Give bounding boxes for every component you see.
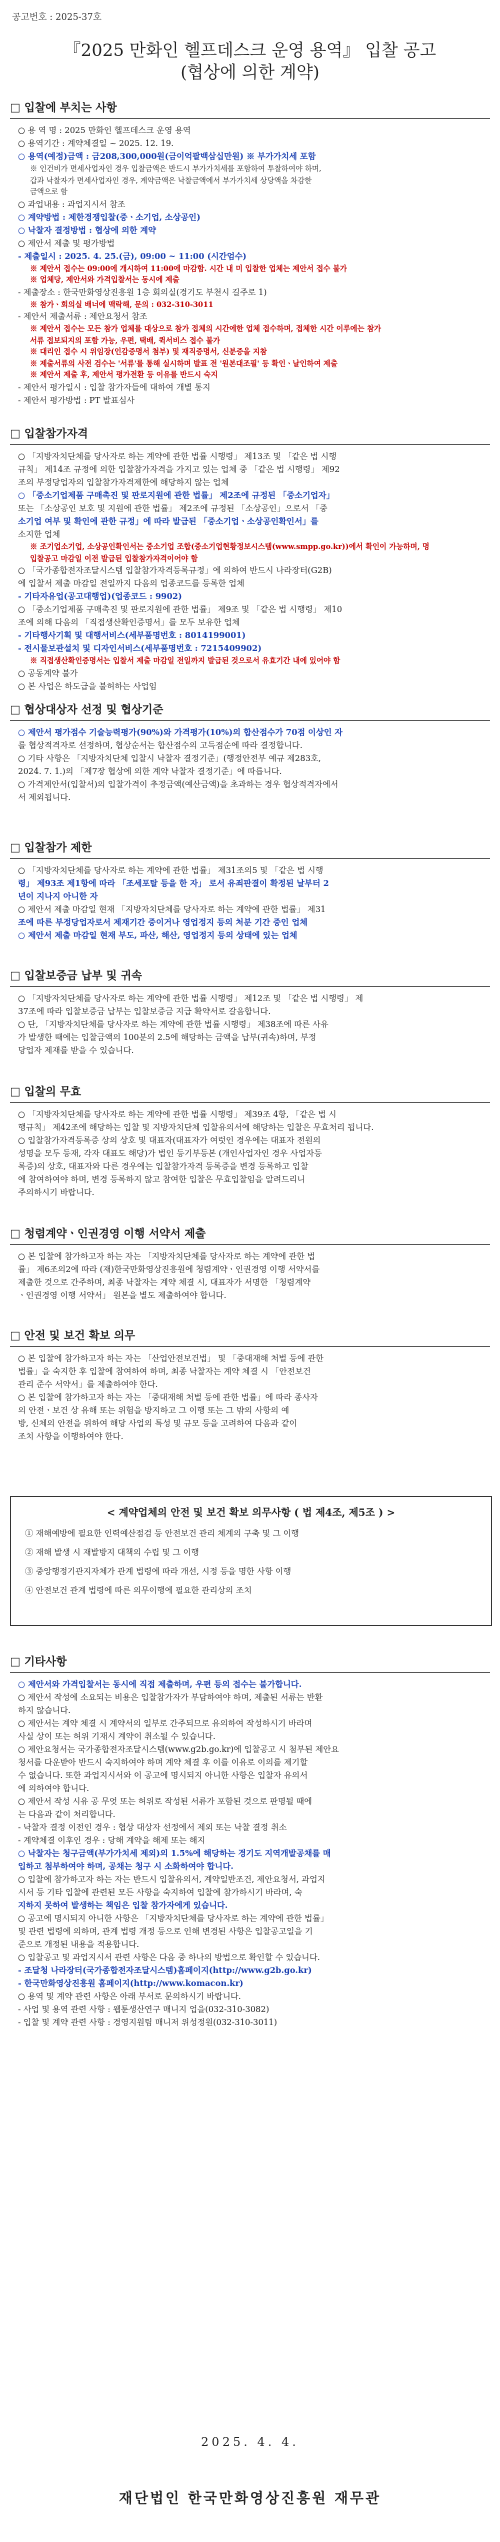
section-line: - 전시물보관설치 및 디자인서비스(세부품명번호 : 7215409902) [18, 643, 262, 653]
section-title: □ 입찰에 부치는 사항 [10, 96, 490, 119]
section-line: ○ 제안요청서는 국가종합전자조달시스템(www.g2b.go.kr)에 입찰공고 시 첨부된 제안요 [18, 1744, 339, 1754]
section-line: - 기타행사기획 및 대행서비스(세부품명번호 : 8014199001) [18, 630, 246, 640]
section-line: 의 안전ㆍ보건 상 유해 또는 위험을 방지하고 그 이행 또는 그 밖의 사항의 예 [18, 1405, 290, 1415]
section-line: 입하고 첨부하여야 하며, 공채는 청구 시 소화하여야 합니다. [18, 1861, 234, 1871]
section-line: 제출한 것으로 간주하며, 최종 낙찰자는 계약 체결 시, 대표자가 서명한 「청렴계약 [18, 1277, 311, 1287]
section-line: ○ 「지방자치단체를 당사자로 하는 계약에 관한 법률 시행령」 제39조 4항, 「같은 법 시 [18, 1109, 337, 1119]
section-line: ○ 본 사업은 하도급을 불허하는 사업임 [18, 680, 157, 691]
safety-obligations-box [10, 1496, 492, 1626]
section-line: 조의 부정당업자의 입찰참가자격제한에 해당하지 않는 업체 [18, 477, 229, 487]
section-line: 에 입찰서 제출 마감일 전일까지 다음의 업종코드를 등록한 업체 [18, 578, 245, 588]
section-line: 조에 의해 다음의 「직접생산확인증명서」를 모두 보유한 업체 [18, 617, 240, 627]
section-line: ○ 「지방자치단체를 당사자로 하는 계약에 관한 법률 시행령」 제12조 및 「같은 법 시행령」 제 [18, 993, 364, 1003]
section-line: ※ 제안서 접수는 09:00에 개시하여 11:00에 마감함. 시간 내 미 입찰한 업체는 제안서 접수 불가 [30, 263, 347, 273]
section-line: ○ 제안서 작성 시유 공 무엇 또는 허위로 작성된 서류가 포함된 것으로 판명될 때에 [18, 1796, 313, 1806]
safety-box-title: < 계약업체의 안전 및 보건 확보 의무사항 ( 법 제4조, 제5조 ) > [106, 1508, 396, 1519]
section-line: - 입찰 및 계약 관련 사항 : 경영지원팀 매니저 위성정원(032-310-3011) [18, 2017, 278, 2027]
section-line: ※ 제안서 접수는 모든 참가 업체를 대상으로 참가 접체의 시간에한 업체 접수하며, 접체한 시간 이루에는 참가 [30, 324, 382, 333]
section-line: 소기업 여부 및 확인에 관한 규정」에 따라 발급된 「중소기업ㆍ소상공인확인서」를 [18, 516, 319, 526]
section-line: ○ 용역 및 계약 관련 사항은 아래 부서로 문의하시기 바랍니다. [18, 1991, 241, 2001]
section-title: □ 입찰의 무효 [10, 1080, 490, 1103]
section-line: ※ 인건비가 면세사업자인 경우 입찰금액은 반드시 부가가치세를 포함하여 투찰하여야 하며, [30, 164, 322, 173]
section-line: ※ 대리인 접수 시 위임장(인감증명서 첨부) 및 재직증명서, 신분증을 지참 [30, 347, 267, 356]
notice-title: 『2025 만화인 헬프데스크 운영 용역』 입찰 공고 [63, 41, 437, 61]
section-line: ○ 「지방자치단체를 당사자로 하는 계약에 관한 법률 시행령」 제13조 및 「같은 법 시행 [18, 451, 337, 461]
section-line: ○ 「지방자치단체를 당사자로 하는 계약에 관한 법률」 제31조의5 및 「같은 법 시행 [18, 865, 324, 875]
section-line: ○ 제안서와 가격입찰서는 동시에 직접 제출하며, 우편 등의 접수는 불가합니다. [18, 1679, 302, 1689]
section-title: □ 청렴계약ㆍ인권경영 이행 서약서 제출 [10, 1222, 490, 1245]
section-line: 및 관련 법령에 의하며, 관계 법령 개정 등으로 인해 변경된 사항은 입찰공고일을 기 [18, 1926, 313, 1936]
safety-item: ④ 안전보건 관계 법령에 따른 의무이행에 필요한 관리상의 조치 [25, 1585, 252, 1595]
section-s3 [10, 698, 490, 804]
section-line: 금액으로 함 [30, 187, 68, 196]
section-title: □ 입찰참가자격 [10, 422, 490, 445]
section-line: 주의하시기 바랍니다. [18, 1187, 95, 1197]
section-line: 는 다음과 같이 처리합니다. [18, 1809, 116, 1819]
section-line: ○ 과업내용 : 과업지시서 참조 [18, 198, 126, 209]
section-title: □ 기타사항 [10, 1650, 490, 1673]
section-s2 [10, 422, 490, 693]
section-line: 조에 따른 부정당업자로서 제재기간 중이거나 영업정지 등의 처분 기간 중인 업체 [18, 917, 308, 927]
section-line: 에 참여하여야 하며, 변경 등록하지 않고 참여한 입찰은 무효입찰임을 알려드리니 [18, 1174, 306, 1184]
section-line: ㆍ인권경영 이행 서약서」 원본을 별도 제출하여야 합니다. [18, 1290, 227, 1300]
section-s9 [10, 1650, 490, 2029]
section-line: ○ 계약방법 : 제한경쟁입찰(중ㆍ소기업, 소상공인) [18, 211, 201, 222]
section-line: - 조달청 나라장터(국가종합전자조달시스템)홈페이지(http://www.g2b.go.kr) [18, 1965, 312, 1975]
section-line: 조치 사항을 이행하여야 한다. [18, 1431, 124, 1441]
section-line: ○ 본 입찰에 참가하고자 하는 자는 「지방자치단체를 당사자로 하는 계약에 관한 법 [18, 1251, 316, 1261]
section-line: ○ 본 입찰에 참가하고자 하는 자는 「산업안전보건법」 및 「중대재해 처벌 등에 관한 [18, 1353, 324, 1363]
section-line: - 기타자유업(공고대행업)(업종코드 : 9902) [18, 591, 182, 601]
section-line: 입찰공고 마감일 이전 발급된 입찰참가자격이어야 함 [30, 553, 198, 563]
section-line: ○ 용역(예정)금액 : 금208,300,000원(금이억팔백삼십만원) ※ 부가가치세 포함 [18, 151, 316, 161]
section-line: ○ 제안서 작성에 소요되는 비용은 입찰참가자가 부담하여야 하며, 제출된 서류는 반환 [18, 1692, 323, 1702]
section-line: ○ 「중소기업제품 구매촉진 및 판로지원에 관한 법률」 제9조 및 「같은 법 시행령」 제10 [18, 604, 343, 614]
section-line: ※ 제안서 제출 후, 제안서 평가전환 등 이유를 반드시 숙지 [30, 370, 218, 379]
section-line: 2024. 7. 1.)의 「제7장 협상에 의한 계약 낙찰자 결정기준」에 따릅니다. [18, 766, 282, 776]
section-line: 수 없습니다. 또한 과업지시서와 이 공고에 명시되지 아니한 사항은 입찰자 유의서 [18, 1770, 308, 1780]
section-line: ○ 제안서 제출 및 평가방법 [18, 237, 115, 248]
section-line: ※ 업체당, 제안서와 가격입찰서는 동시에 제출 [30, 275, 180, 284]
section-line: 에 의하여야 합니다. [18, 1783, 90, 1793]
section-line: ○ 낙찰자 결정방법 : 협상에 의한 계약 [18, 224, 156, 235]
section-line: 년이 지나지 아니한 자 [18, 891, 98, 901]
section-line: - 사업 및 용역 관련 사항 : 웹툰생산연구 매니지 업을(032-310-3082) [18, 2004, 270, 2014]
section-title: □ 입찰보증금 납부 및 귀속 [10, 964, 490, 987]
section-line: 방, 신체의 안전을 위하여 해당 사업의 특성 및 규모 등을 고려하여 다음과 같이 [18, 1418, 298, 1428]
section-line: - 낙찰자 결정 이전인 경우 : 협상 대상자 선정에서 제외 또는 낙찰 결정 취소 [18, 1822, 287, 1832]
safety-item: ② 재해 발생 시 재발방지 대책의 수립 및 그 이행 [25, 1547, 199, 1557]
section-line: ○ 용 역 명 : 2025 만화인 헬프데스크 운영 용역 [18, 125, 191, 135]
section-line: 행규칙」 제42조에 해당하는 입찰 및 지방자치단체 입찰유의서에 해당하는 입찰은 무효처리 됩니다. [18, 1122, 374, 1132]
section-line: 규칙」 제14조 규정에 의한 입찰참가자격을 가지고 있는 업체 중 「같은 법 시행령」 제92 [18, 464, 340, 474]
notice-date: 2025. 4. 4. [201, 2435, 299, 2449]
section-line: 지하지 못하여 발생하는 책임은 입찰 참가자에게 있습니다. [18, 1900, 228, 1910]
section-line: 하지 않습니다. [18, 1705, 71, 1715]
section-line: ※ 제출서류의 사전 검수는 '서류'를 통해 실시하며 발표 전 '원본대조필' 등 확인ㆍ날인하여 제출 [30, 358, 338, 368]
section-line: 를 협상적격자로 선정하며, 협상순서는 합산점수의 고득점순에 따라 결정합니다. [18, 740, 303, 750]
section-line: 률」 제6조의2에 따라 (재)한국만화영상진흥원에 청렴계약ㆍ인권경영 이행 서약서를 [18, 1264, 320, 1274]
section-line: ○ 입찰에 참가하고자 하는 자는 반드시 입찰유의서, 계약일반조건, 제안요청서, 과업지 [18, 1874, 326, 1884]
section-line: ※ 직접생산확인증명서는 입찰서 제출 마감일 전일까지 발급된 것으로서 유효기간 내에 있어야 함 [30, 656, 341, 665]
section-line: ○ 제안서는 계약 체결 시 계약서의 일부로 간주되므로 유의하여 작성하시기 바라며 [18, 1718, 313, 1728]
section-line: 사실 상이 또는 허위 기재시 계약이 취소될 수 있습니다. [18, 1731, 216, 1741]
section-line: ○ 「국가종합전자조달시스템 입찰참가자격등록규정」에 의하여 반드시 나라장터(G2B) [18, 565, 332, 575]
section-s1 [10, 96, 490, 407]
section-line: ○ 「중소기업제품 구매촉진 및 판로지원에 관한 법률」 제2조에 규정된 「중소기업자」 [18, 490, 335, 500]
section-line: ○ 본 입찰에 참가하고자 하는 자는 「중대재해 처벌 등에 관한 법률」에 따라 종사자 [18, 1392, 318, 1402]
section-line: 서 제외됩니다. [18, 792, 71, 802]
notice-subtitle: (협상에 의한 계약) [180, 63, 320, 83]
section-line: - 한국만화영상진흥원 홈페이지(http://www.komacon.kr) [18, 1978, 244, 1988]
safety-item: ① 재해예방에 필요한 인력예산점검 등 안전보건 관리 체계의 구축 및 그 이행 [25, 1528, 300, 1538]
section-line: 청서를 다운받아 반드시 숙지하여야 하며 계약 체결 후 이를 이유로 이의를 제기할 [18, 1757, 308, 1767]
section-line: - 제출일시 : 2025. 4. 25.(금), 09:00 ~ 11:00 (시간엄수) [18, 250, 247, 261]
section-s6 [10, 1080, 490, 1199]
section-line: ○ 가격제안서(입찰서)의 입찰가격이 추정금액(예산금액)을 초과하는 경우 협상적격자에서 [18, 779, 339, 789]
section-line: ○ 공동계약 불가 [18, 667, 78, 678]
section-line: 준으로 개정된 내용을 적용합니다. [18, 1939, 140, 1949]
safety-item: ③ 중앙행정기관지자체가 관계 법령에 따라 개선, 시정 등을 명한 사항 이행 [25, 1566, 292, 1576]
section-title: □ 입찰참가 제한 [10, 836, 490, 859]
section-line: ○ 입찰참가자격등록증 상의 상호 및 대표자(대표자가 여럿인 경우에는 대표자 전원의 [18, 1135, 321, 1145]
section-line: ○ 용역기간 : 계약체결일 ~ 2025. 12. 19. [18, 138, 174, 148]
section-line: 37조에 따라 입찰보증금 납부는 입찰보증금 지급 확약서로 갈음합니다. [18, 1006, 271, 1016]
section-line: ○ 입찰공고 및 과업지시서 관련 사항은 다음 중 하나의 방법으로 확인할 수 있습니다. [18, 1952, 320, 1962]
section-line: - 계약체결 이후인 경우 : 당해 계약을 해제 또는 해지 [18, 1835, 206, 1845]
section-line: - 제안서 평가방법 : PT 발표심사 [18, 394, 135, 405]
section-line: ○ 기타 사항은 「지방자치단체 입찰시 낙찰자 결정기준」(행정안전부 예규 제283호, [18, 753, 322, 763]
section-line: 관리 준수 서약서」를 제출하여야 한다. [18, 1379, 158, 1389]
section-line: ○ 제안서 평가점수 기술능력평가(90%)와 가격평가(10%)의 합산점수가 70점 이상인 자 [18, 727, 343, 737]
section-title: □ 안전 및 보건 확보 의무 [10, 1324, 490, 1347]
section-line: 령」 제93조 제1항에 따라 「조세포탈 등을 한 자」 로서 유죄판결이 확정된 날부터 2 [18, 878, 329, 888]
section-line: 갑과 낙찰자가 면세사업자인 경우, 계약금액은 낙찰금액에서 부가가치세 상당액을 차감한 [30, 175, 312, 185]
notice-number: 공고번호 : 2025-37호 [12, 13, 102, 23]
section-line: ○ 제안서 제출 마감일 현재 부도, 파산, 해산, 영업정지 등의 상태에 있는 업체 [18, 930, 298, 940]
section-s5 [10, 964, 490, 1057]
section-line: 가 발생한 때에는 입찰금액의 100분의 2.5에 해당하는 금액을 납부(귀속)하며, 부정 [18, 1032, 317, 1042]
section-line: 당업자 제재를 받을 수 있습니다. [18, 1045, 134, 1055]
section-line: - 제안서 제출서류 : 제안요청서 참조 [18, 311, 148, 321]
section-line: ○ 단, 「지방자치단체를 당사자로 하는 계약에 관한 법률 시행령」 제38조에 따른 사유 [18, 1019, 329, 1029]
section-line: - 제안서 평가일시 : 입찰 참가자들에 대하여 개별 통지 [18, 381, 211, 392]
section-line: ※ 조기업소기업, 소상공인확인서는 중소기업 조합(중소기업현황정보시스템(www.smpp.go.kr))에서 확인이 가능하며, 명 [30, 542, 430, 551]
section-line: 또는 「소상공인 보호 및 지원에 관한 법률」 제2조에 규정된 「소상공인」으로서 「중 [18, 503, 328, 513]
section-s4 [10, 836, 490, 942]
section-line: 록증)의 상호, 대표자와 다른 경우에는 입찰참가자격 등록증을 변경 등록하고 입찰 [18, 1161, 309, 1171]
section-line: ○ 제안서 제출 마감일 현재 「지방자치단체를 당사자로 하는 계약에 관한 법률」 제31 [18, 904, 326, 914]
section-s8 [10, 1324, 490, 1443]
issuing-organization: 재단법인 한국만화영상진흥원 재무관 [118, 2491, 382, 2507]
section-line: 성명을 모두 등재, 각자 대표도 해당)가 법인 등기부등본 (개인사업자인 경우 사업자등 [18, 1148, 322, 1158]
section-line: ○ 낙찰자는 청구금액(부가가치세 제외)의 1.5%에 해당하는 경기도 지역개발공채를 매 [18, 1848, 331, 1858]
section-line: 서류 접보되지의 포함 가능, 우편, 택배, 퀵서비스 접수 불가 [30, 335, 221, 345]
section-line: 법률」을 숙지한 후 입찰에 참여하여 하며, 최종 낙찰자는 계약 체결 시 「안전보건 [18, 1366, 311, 1376]
section-line: ○ 공고에 명시되지 아니한 사항은 「지방자치단체를 당사자로 하는 계약에 관한 법률」 [18, 1913, 329, 1923]
section-s7 [10, 1222, 490, 1302]
section-line: 시서 등 기타 입찰에 관련된 모든 사항을 숙지하여 입찰에 참가하시기 바라며, 숙 [18, 1887, 303, 1897]
section-line: ※ 참가ㆍ회의실 배너에 맥락해, 문의 : 032-310-3011 [30, 299, 214, 309]
section-line: 소지한 업체 [18, 529, 61, 539]
section-title: □ 협상대상자 선정 및 협상기준 [10, 698, 490, 721]
section-line: - 제출장소 : 한국만화영상진흥원 1층 회의실(경기도 부천시 길주로 1) [18, 286, 267, 297]
